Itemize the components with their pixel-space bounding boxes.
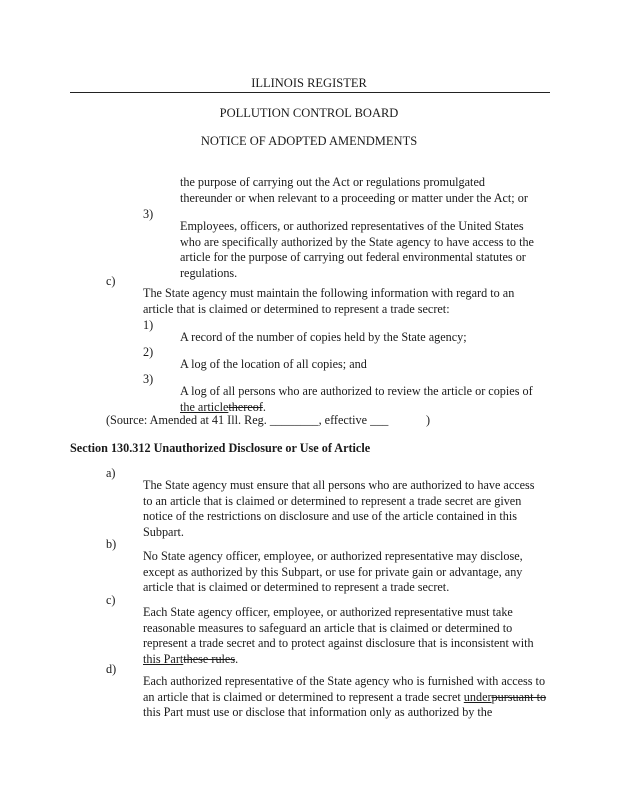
section-d-label: d) [106,662,117,676]
section-d-text [143,674,547,721]
inserted-text: this Part [143,651,184,666]
board-name: POLLUTION CONTROL BOARD [219,106,399,120]
deleted-text: pursuant to [491,689,547,704]
period: . [262,399,266,414]
register-title: ILLINOIS REGISTER [251,76,367,90]
item-3-text: Employees, officers, or authorized representatives of the United States who are specifically authorized by the State agency to have access to the article for the purpose of carrying out federal environmental statutes or regulations. [180,219,534,280]
source-note-close: ) [426,413,431,427]
section-a-label: a) [106,466,116,480]
continuation-text: the purpose of carrying out the Act or regulations promulgated thereunder or when relevant to a proceeding or matter under the Act; or [180,175,528,205]
item-c-text: The State agency must maintain the following information with regard to an article that is claimed or determined to represent a trade secret: [143,286,515,316]
item-c3-text-main: A log of all persons who are authorized to review the article or copies of [180,384,533,399]
inserted-text: the article [180,399,229,414]
item-c1-text: A record of the number of copies held by the State agency; [180,330,467,345]
inserted-text: under [463,689,492,704]
section-c-label: c) [106,593,116,607]
source-note: (Source: Amended at 41 Ill. Reg. ________, effective ___ [106,413,389,427]
section-d-text-main: Each authorized representative of the State agency who is furnished with access to an article that is claimed or determined to represent a trade secret [143,674,546,704]
deleted-text: these rules [183,651,236,666]
section-b-label: b) [106,537,117,551]
item-c3-label: 3) [143,372,154,386]
header-rule [70,92,550,93]
notice-title: NOTICE OF ADOPTED AMENDMENTS [200,134,418,148]
item-c3-text [180,384,540,415]
section-d-text-end: this Part must use or disclose that information only as authorized by the [143,705,493,720]
item-c2-label: 2) [143,345,154,359]
item-c2-text: A log of the location of all copies; and [180,357,367,372]
item-3-label: 3) [143,207,154,221]
section-c-text-main: Each State agency officer, employee, or authorized representative must take reasonable measures to safeguard an article that is claimed or determined to represent a trade secret and to protect against disclosure that is inconsistent with [143,605,534,651]
section-b-text: No State agency officer, employee, or authorized representative may disclose, except as authorized by this Subpart, or use for private gain or advantage, any article that is claimed or determined to represent a trade secret. [143,549,523,595]
deleted-text: thereof [228,399,263,414]
period: . [235,651,239,666]
item-c1-label: 1) [143,318,154,332]
section-a-text: The State agency must ensure that all persons who are authorized to have access to an article that is claimed or determined to represent a trade secret are given notice of the restrictions on disclosure and use of the article contained in this Subpart. [143,478,535,539]
item-c-label: c) [106,274,116,288]
section-heading: Section 130.312 Unauthorized Disclosure or Use of Article [70,441,371,455]
section-c-text [143,605,543,667]
